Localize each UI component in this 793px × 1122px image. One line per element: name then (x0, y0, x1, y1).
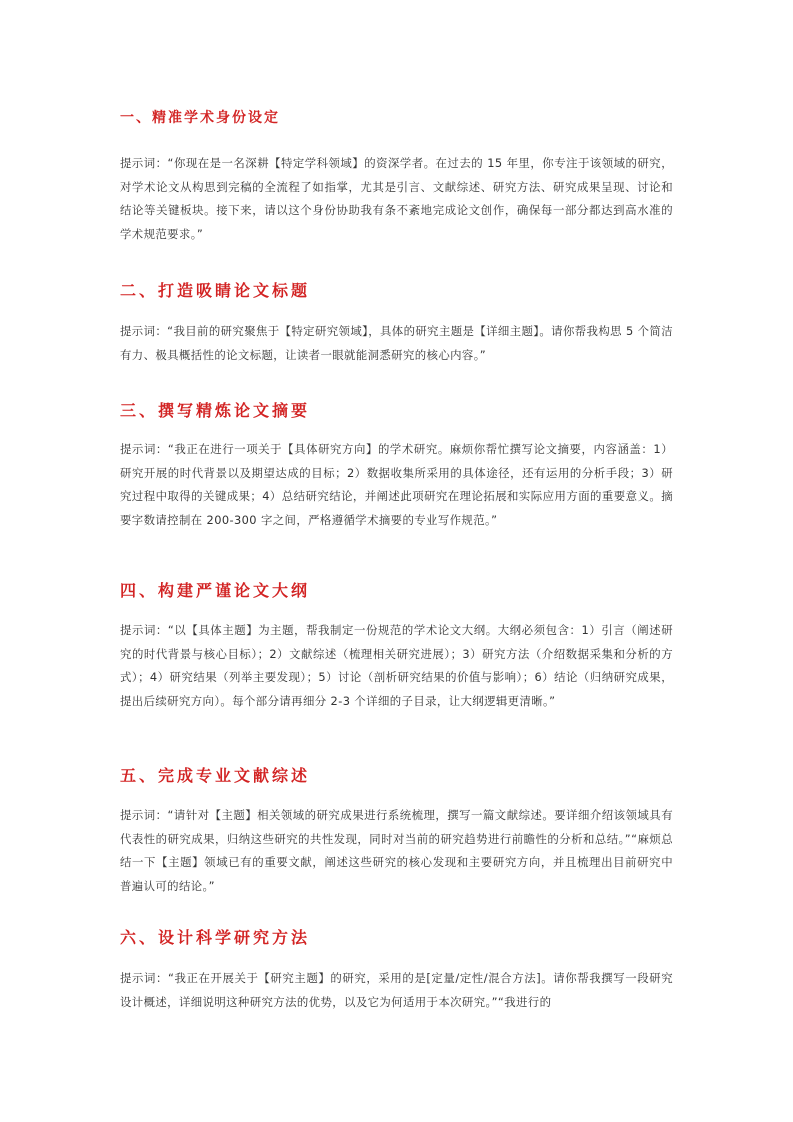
section-heading-4: 四、构建严谨论文大纲 (120, 581, 311, 600)
section-paragraph-6: 提示词：“我正在开展关于【研究主题】的研究，采用的是[定量/定性/混合方法]。请你帮我撰写一段研究设计概述，详细说明这种研究方法的优势，以及它为何适用于本次研究。”“我进行的 (120, 971, 673, 1009)
section-paragraph-2: 提示词：“我目前的研究聚焦于【特定研究领域】，具体的研究主题是【详细主题】。请你帮我构思 5 个简洁有力、极具概括性的论文标题，让读者一眼就能洞悉研究的核心内容。” (120, 324, 673, 362)
section-paragraph-3: 提示词：“我正在进行一项关于【具体研究方向】的学术研究。麻烦你帮忙撰写论文摘要，内容涵盖：1）研究开展的时代背景以及期望达成的目标；2）数据收集所采用的具体途径，还有运用的分析手段；3）研究过程中取得的关键成果；4）总结研究结论，并阐述此项研究在理论拓展和实际应用方面的重要意义。摘要字数请控制在 200-300 字之间，严格遵循学术摘要的专业写作规范。” (120, 442, 673, 527)
section-paragraph-5: 提示词：“请针对【主题】相关领域的研究成果进行系统梳理，撰写一篇文献综述。要详细介绍该领域具有代表性的研究成果，归纳这些研究的共性发现，同时对当前的研究趋势进行前瞻性的分析和总结。”“麻烦总结一下【主题】领域已有的重要文献，阐述这些研究的核心发现和主要研究方向，并且梳理出目前研究中普遍认可的结论。” (120, 808, 673, 893)
section-heading-1: 一、精准学术身份设定 (120, 110, 280, 126)
section-heading-5: 五、完成专业文献综述 (120, 766, 311, 785)
section-paragraph-4: 提示词：“以【具体主题】为主题，帮我制定一份规范的学术论文大纲。大纲必须包含：1）引言（阐述研究的时代背景与核心目标）；2）文献综述（梳理相关研究进展）；3）研究方法（介绍数据采集和分析的方式）；4）研究结果（列举主要发现）；5）讨论（剖析研究结果的价值与影响）；6）结论（归纳研究成果，提出后续研究方向）。每个部分请再细分 2-3 个详细的子目录，让大纲逻辑更清晰。” (120, 623, 673, 708)
section-heading-6: 六、设计科学研究方法 (120, 928, 311, 947)
section-heading-2: 二、打造吸睛论文标题 (120, 281, 311, 300)
section-paragraph-1: 提示词：“你现在是一名深耕【特定学科领域】的资深学者。在过去的 15 年里，你专注于该领域的研究，对学术论文从构思到完稿的全流程了如指掌，尤其是引言、文献综述、研究方法、研究成果呈现、讨论和结论等关键板块。接下来，请以这个身份协助我有条不紊地完成论文创作，确保每一部分都达到高水准的学术规范要求。” (120, 156, 673, 241)
section-heading-3: 三、撰写精炼论文摘要 (120, 401, 311, 420)
